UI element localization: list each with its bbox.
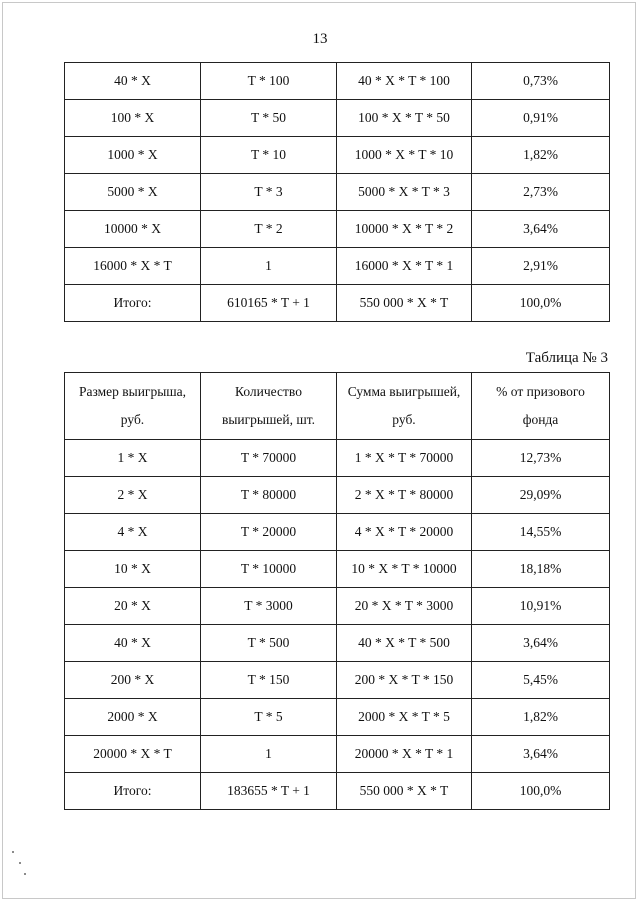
prize-count-cell: T * 10000 — [201, 551, 337, 588]
prize-amount-cell: 20000 * X * T — [65, 736, 201, 773]
column-header-prize-amount — [65, 373, 201, 440]
header-line: % от призового — [496, 384, 585, 399]
prize-count-cell: T * 70000 — [201, 440, 337, 477]
prize-amount-cell: 200 * X — [65, 662, 201, 699]
prize-percent-cell: 0,73% — [472, 63, 610, 100]
prize-percent-cell: 18,18% — [472, 551, 610, 588]
prize-table-continued — [64, 62, 610, 322]
prize-amount-cell: 5000 * X — [65, 174, 201, 211]
table-row — [65, 662, 610, 699]
prize-sum-cell: 10000 * X * T * 2 — [337, 211, 472, 248]
prize-sum-cell: 40 * X * T * 500 — [337, 625, 472, 662]
prize-count-cell: T * 50 — [201, 100, 337, 137]
table-row — [65, 211, 610, 248]
prize-amount-cell: 2 * X — [65, 477, 201, 514]
table-row — [65, 248, 610, 285]
scan-speck — [19, 862, 21, 864]
total-percent-cell: 100,0% — [472, 773, 610, 810]
prize-percent-cell: 3,64% — [472, 211, 610, 248]
table-row — [65, 514, 610, 551]
table-row — [65, 477, 610, 514]
prize-sum-cell: 20000 * X * T * 1 — [337, 736, 472, 773]
prize-sum-cell: 100 * X * T * 50 — [337, 100, 472, 137]
header-line: Количество — [235, 384, 302, 399]
prize-percent-cell: 3,64% — [472, 625, 610, 662]
table-row — [65, 174, 610, 211]
prize-amount-cell: 10 * X — [65, 551, 201, 588]
prize-count-cell: T * 2 — [201, 211, 337, 248]
prize-sum-cell: 40 * X * T * 100 — [337, 63, 472, 100]
prize-sum-cell: 10 * X * T * 10000 — [337, 551, 472, 588]
prize-count-cell: T * 3000 — [201, 588, 337, 625]
prize-percent-cell: 14,55% — [472, 514, 610, 551]
prize-percent-cell: 1,82% — [472, 137, 610, 174]
prize-percent-cell: 2,91% — [472, 248, 610, 285]
prize-percent-cell: 5,45% — [472, 662, 610, 699]
prize-count-cell: T * 20000 — [201, 514, 337, 551]
total-percent-cell: 100,0% — [472, 285, 610, 322]
scan-speck — [24, 873, 26, 875]
prize-sum-cell: 1 * X * T * 70000 — [337, 440, 472, 477]
prize-table-3 — [64, 372, 610, 810]
table-row — [65, 137, 610, 174]
total-sum-cell: 550 000 * X * T — [337, 285, 472, 322]
table-caption: Таблица № 3 — [525, 350, 608, 366]
table-row — [65, 699, 610, 736]
prize-sum-cell: 5000 * X * T * 3 — [337, 174, 472, 211]
prize-count-cell: T * 5 — [201, 699, 337, 736]
table-row — [65, 588, 610, 625]
prize-amount-cell: 40 * X — [65, 63, 201, 100]
prize-sum-cell: 20 * X * T * 3000 — [337, 588, 472, 625]
prize-count-cell: T * 150 — [201, 662, 337, 699]
header-line: выигрышей, шт. — [221, 412, 316, 427]
scan-speck — [12, 851, 14, 853]
prize-amount-cell: 20 * X — [65, 588, 201, 625]
column-header-prize-count — [201, 373, 337, 440]
table-row — [65, 736, 610, 773]
table-row — [65, 440, 610, 477]
prize-percent-cell: 2,73% — [472, 174, 610, 211]
prize-count-cell: T * 3 — [201, 174, 337, 211]
prize-sum-cell: 4 * X * T * 20000 — [337, 514, 472, 551]
total-sum-cell: 550 000 * X * T — [337, 773, 472, 810]
prize-percent-cell: 0,91% — [472, 100, 610, 137]
prize-sum-cell: 16000 * X * T * 1 — [337, 248, 472, 285]
total-count-cell: 610165 * T + 1 — [201, 285, 337, 322]
column-header-fund-percent — [472, 373, 610, 440]
prize-percent-cell: 10,91% — [472, 588, 610, 625]
table-row — [65, 625, 610, 662]
total-row — [65, 773, 610, 810]
prize-sum-cell: 2000 * X * T * 5 — [337, 699, 472, 736]
prize-percent-cell: 3,64% — [472, 736, 610, 773]
prize-count-cell: T * 80000 — [201, 477, 337, 514]
prize-sum-cell: 1000 * X * T * 10 — [337, 137, 472, 174]
prize-amount-cell: 40 * X — [65, 625, 201, 662]
prize-amount-cell: 10000 * X — [65, 211, 201, 248]
prize-amount-cell: 2000 * X — [65, 699, 201, 736]
prize-count-cell: T * 100 — [201, 63, 337, 100]
prize-count-cell: T * 10 — [201, 137, 337, 174]
column-header-prize-sum — [337, 373, 472, 440]
header-line: Сумма выигрышей, — [347, 384, 461, 399]
prize-amount-cell: 16000 * X * T — [65, 248, 201, 285]
prize-amount-cell: 4 * X — [65, 514, 201, 551]
prize-count-cell: T * 500 — [201, 625, 337, 662]
table-row — [65, 551, 610, 588]
total-label-cell: Итого: — [65, 773, 201, 810]
total-row — [65, 285, 610, 322]
prize-amount-cell: 1000 * X — [65, 137, 201, 174]
prize-sum-cell: 2 * X * T * 80000 — [337, 477, 472, 514]
prize-amount-cell: 1 * X — [65, 440, 201, 477]
header-line: фонда — [522, 412, 559, 427]
prize-count-cell: 1 — [201, 248, 337, 285]
table-row — [65, 63, 610, 100]
prize-percent-cell: 1,82% — [472, 699, 610, 736]
prize-percent-cell: 12,73% — [472, 440, 610, 477]
header-line: руб. — [392, 412, 416, 427]
total-label-cell: Итого: — [65, 285, 201, 322]
page-number: 13 — [312, 31, 328, 47]
header-line: руб. — [120, 412, 145, 427]
prize-count-cell: 1 — [201, 736, 337, 773]
prize-amount-cell: 100 * X — [65, 100, 201, 137]
prize-percent-cell: 29,09% — [472, 477, 610, 514]
prize-sum-cell: 200 * X * T * 150 — [337, 662, 472, 699]
header-line: Размер выигрыша, — [78, 384, 187, 399]
table-header-row — [65, 373, 610, 440]
total-count-cell: 183655 * T + 1 — [201, 773, 337, 810]
table-row — [65, 100, 610, 137]
